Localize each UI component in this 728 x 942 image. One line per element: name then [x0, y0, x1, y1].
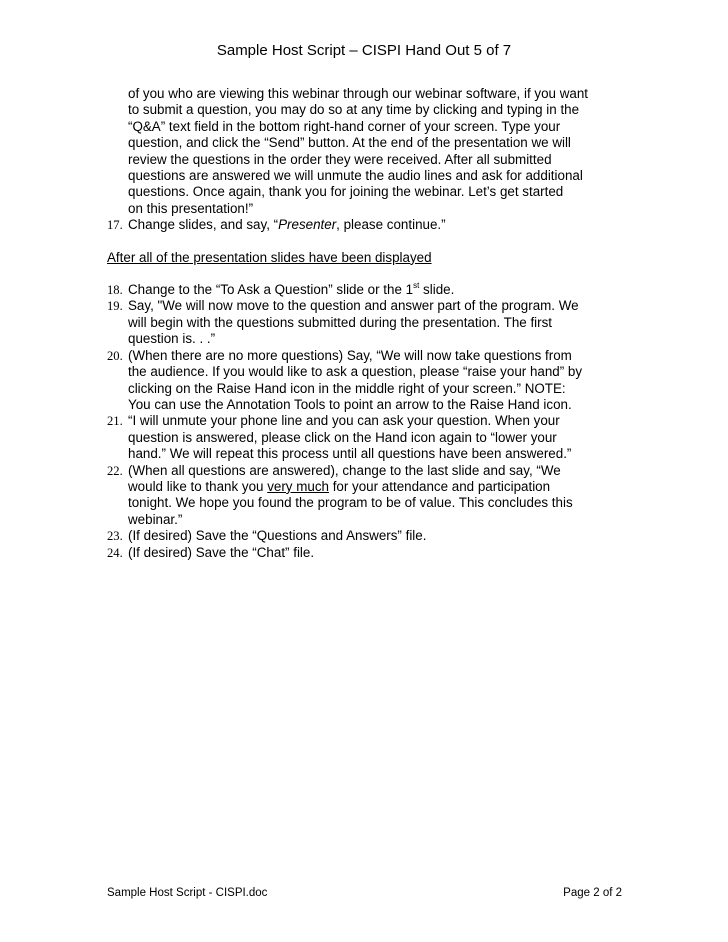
- spacer: [107, 266, 627, 282]
- page-header-title: Sample Host Script – CISPI Hand Out 5 of 7: [216, 42, 512, 59]
- text-line: [107, 479, 627, 495]
- footer-page-number: Page 2 of 2: [563, 887, 622, 899]
- item-number: 24.: [107, 545, 123, 560]
- spacer: [107, 234, 627, 250]
- item-text: for your attendance and participation: [328, 478, 551, 494]
- list-item-17: [107, 217, 627, 233]
- item-number: 21.: [107, 414, 123, 429]
- item-text: Change slides, and say, “: [128, 217, 279, 233]
- text-line: the audience. If you would like to ask a question, please “raise your hand” by: [128, 364, 583, 380]
- text-line: question is answered, please click on the Hand icon again to “lower your: [128, 429, 557, 445]
- text-line: tonight. We hope you found the program to be of value. This concludes this: [128, 495, 573, 511]
- item-number: 17.: [107, 218, 123, 233]
- item-text: Change to the “To Ask a Question” slide or the 1: [128, 282, 414, 298]
- text-line: clicking on the Raise Hand icon in the middle right of your screen.” NOTE:: [128, 380, 566, 396]
- list-item-20: [107, 348, 627, 414]
- text-line: hand.” We will repeat this process until all questions have been answered.”: [128, 446, 572, 462]
- text-line: [107, 413, 627, 429]
- list-item-24: [107, 545, 627, 561]
- text-line: [107, 528, 627, 544]
- text-line: on this presentation!”: [128, 200, 254, 216]
- item-text: slide.: [419, 282, 455, 298]
- list-item-22: [107, 463, 627, 529]
- text-line: [107, 298, 627, 314]
- text-line: [107, 348, 627, 364]
- item-text: (When there are no more questions) Say, “We will now take questions from: [128, 347, 572, 363]
- item-number: 19.: [107, 299, 123, 314]
- text-line: questions. Once again, thank you for joining the webinar. Let’s get started: [128, 184, 564, 200]
- text-line: of you who are viewing this webinar through our webinar software, if you want: [128, 86, 588, 101]
- text-line: [107, 463, 627, 479]
- script-body: [107, 86, 627, 561]
- item-text: (If desired) Save the “Chat” file.: [128, 544, 315, 560]
- text-line: webinar.”: [128, 511, 183, 527]
- ordinal-superscript: st: [413, 281, 420, 291]
- text-line: “Q&A” text field in the bottom right-hand corner of your screen. Type your: [128, 118, 561, 134]
- item-emphasis: Presenter: [278, 217, 337, 233]
- item-number: 18.: [107, 283, 123, 298]
- text-line: review the questions in the order they were received. After all submitted: [128, 151, 552, 167]
- item-text: (If desired) Save the “Questions and Answers” file.: [128, 528, 427, 544]
- text-line: [107, 217, 627, 233]
- section-heading: After all of the presentation slides have been displayed: [107, 249, 432, 265]
- footer-filename: Sample Host Script - CISPI.doc: [107, 887, 268, 899]
- list-item-21: [107, 413, 627, 462]
- item-text: “I will unmute your phone line and you can ask your question. When your: [128, 413, 560, 429]
- item-text: (When all questions are answered), change to the last slide and say, “We: [128, 462, 561, 478]
- item-text: , please continue.”: [336, 217, 446, 233]
- text-line: [107, 282, 627, 298]
- text-line: to submit a question, you may do so at any time by clicking and typing in the: [128, 102, 580, 118]
- item-text: would like to thank you: [128, 478, 268, 494]
- list-item-19: [107, 298, 627, 347]
- underlined-phrase: very much: [267, 478, 329, 494]
- item-text: Say, "We will now move to the question and answer part of the program. We: [128, 298, 579, 314]
- text-line: questions are answered we will unmute the audio lines and ask for additional: [128, 168, 583, 184]
- item-number: 22.: [107, 463, 123, 478]
- text-line: [107, 545, 627, 561]
- continued-item-text: [107, 86, 627, 217]
- text-line: will begin with the questions submitted during the presentation. The first: [128, 314, 553, 330]
- list-item-23: [107, 528, 627, 544]
- text-line: question is. . .”: [128, 331, 216, 347]
- list-item-18: [107, 282, 627, 298]
- text-line: You can use the Annotation Tools to point an arrow to the Raise Hand icon.: [128, 396, 572, 412]
- text-line: question, and click the “Send” button. At the end of the presentation we will: [128, 135, 571, 151]
- item-number: 23.: [107, 529, 123, 544]
- item-number: 20.: [107, 348, 123, 363]
